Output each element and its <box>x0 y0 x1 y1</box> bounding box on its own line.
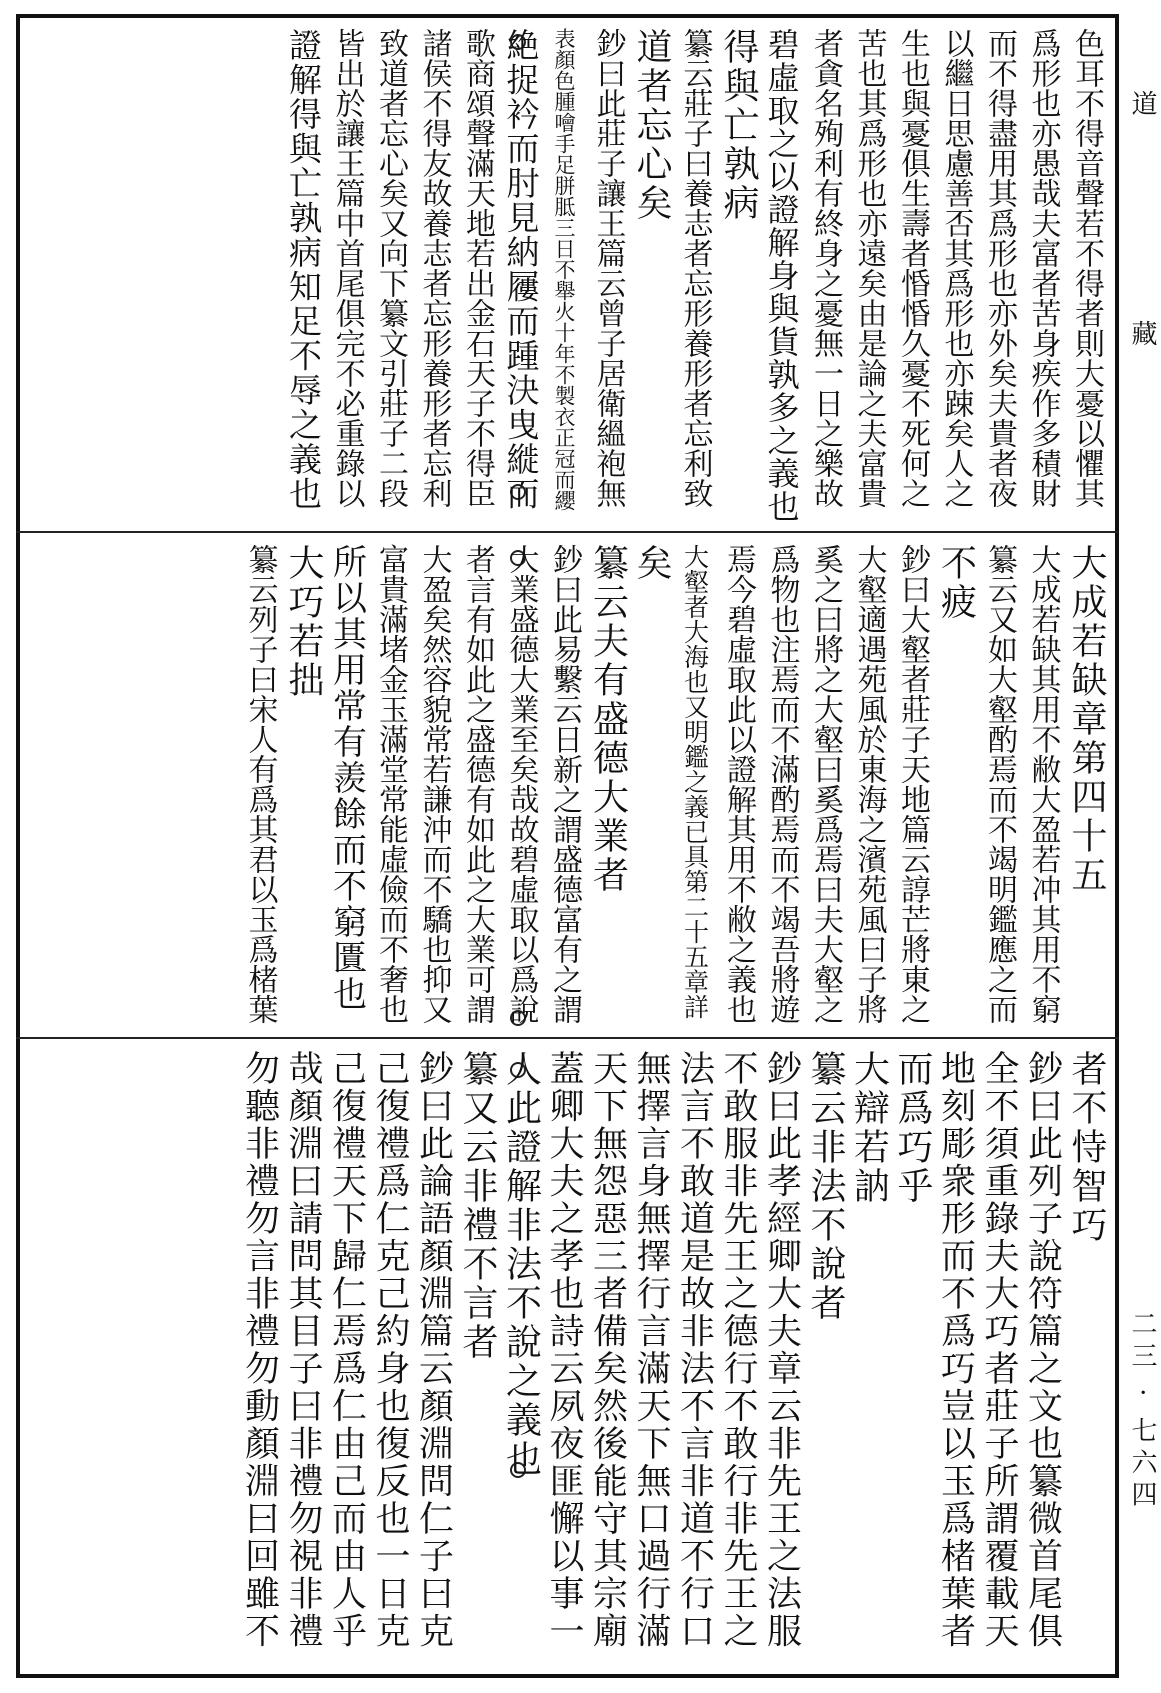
text-panel-top <box>28 28 1108 524</box>
text-column: 所以其用常有羨餘而不窮匱也 <box>326 544 367 1012</box>
text-column: 纂云又如大壑酌焉而不竭明鑑應之而 <box>982 544 1017 1024</box>
panel-divider-top <box>16 531 1119 533</box>
text-column: 地刻彫衆形而不爲巧豈以玉爲楮葉者 <box>935 1050 976 1650</box>
text-column: 鈔曰此孝經卿大夫章云非先王之法服 <box>761 1050 802 1650</box>
text-column: 鈔曰大壑者莊子天地篇云諄芒將東之 <box>895 544 930 1024</box>
text-column: 鈔曰此論語顏淵篇云顏淵問仁子曰克 <box>413 1050 454 1650</box>
text-column: 全不須重錄夫大巧者莊子所謂覆載天 <box>979 1050 1019 1650</box>
text-column: 爲物也注焉而不滿酌焉而不竭吾將遊 <box>764 544 800 1024</box>
text-column: 無擇言身無擇行言滿天下無口過行滿 <box>631 1050 671 1650</box>
text-column: 纂又云非禮不言者 <box>457 1050 498 1362</box>
text-column: 得與亡孰病 <box>718 28 759 223</box>
text-column: 證解得與亡孰病知足不辱之義也 <box>284 28 323 511</box>
text-column: 而不得盡用其爲形也亦外矣夫貴者夜 <box>982 28 1017 508</box>
text-column: 天下無怨惡三者備矣然後能守其宗廟 <box>587 1050 628 1650</box>
text-column: 纂云莊子曰養志者忘形養形者忘利致 <box>677 28 713 508</box>
text-column: 不敢服非先王之德行不敢行非先王之 <box>718 1050 758 1650</box>
text-column: 者不恃智巧 <box>1066 1050 1107 1245</box>
margin-header-2: 藏 <box>1127 320 1157 360</box>
text-column: 大業盛德大業至矣哉故碧虛取以爲說 <box>503 544 539 1024</box>
text-column: 大盈矣然容貌常若謙沖而不驕也抑又 <box>416 544 452 1024</box>
text-column: 大壑適遇苑風於東海之濱苑風曰子將 <box>851 544 887 1024</box>
text-column: 焉今碧虛取此以證解其用不敝之義也 <box>721 544 756 1024</box>
text-column: 富貴滿堵金玉滿堂常能虛儉而不奢也 <box>373 544 408 1024</box>
text-column: 絶捉衿而肘見納屨而踵決曳縰而 <box>501 28 541 511</box>
text-column: 大壑者大海也又明鑑之義已具第二十五章詳 <box>680 544 710 1019</box>
text-column: 碧虛取之以證解身與貨孰多之義也 <box>762 28 801 523</box>
text-column: 法言不敢道是故非法不言非道不行口 <box>674 1050 715 1650</box>
text-column: 不疲 <box>935 544 977 622</box>
text-column: 纂云非法不說者 <box>805 1050 846 1323</box>
text-column: 大成若缺章第四十五 <box>1066 544 1107 895</box>
text-column: 鈔曰此莊子讓王篇云曾子居衛縕袍無 <box>590 28 626 508</box>
text-column: 致道者忘心矣又向下纂文引莊子二段 <box>373 28 408 508</box>
margin-header: 道 <box>1127 90 1157 130</box>
text-column: 己復禮天下歸仁焉爲仁由己而由人乎 <box>326 1050 367 1650</box>
text-column: 歌商頌聲滿天地若出金石天子不得臣 <box>460 28 495 508</box>
text-column: 而爲巧乎 <box>892 1050 933 1206</box>
text-column: 以繼日思慮善否其爲形也亦踈矣人之 <box>938 28 974 508</box>
text-column: 哉顏淵曰請問其目子曰非禮勿視非禮 <box>283 1050 323 1650</box>
text-column: 者貪名殉利有終身之憂無一日之樂故 <box>808 28 843 508</box>
text-column: 矣 <box>631 544 672 583</box>
text-column: 纂云列子曰宋人有爲其君以玉爲楮葉 <box>242 544 278 1024</box>
text-column: 勿聽非禮勿言非禮勿動顏淵曰回雖不 <box>239 1050 280 1650</box>
text-column: 苦也其爲形也亦遠矣由是論之夫富貴 <box>851 28 887 508</box>
text-column: 大辯若訥 <box>848 1050 890 1206</box>
text-panel-middle <box>28 544 1108 1030</box>
text-column: 色耳不得音聲若不得者則大憂以懼其 <box>1069 28 1104 508</box>
margin-page-number: 二三 · 七六四 <box>1127 1310 1157 1513</box>
panel-divider-bottom <box>16 1037 1119 1039</box>
text-column: 鈔曰此易繫云日新之謂盛德富有之謂 <box>547 544 582 1024</box>
text-column: 者言有如此之盛德有如此之大業可謂 <box>460 544 495 1024</box>
text-column: 爲形也亦愚哉夫富者苦身疾作多積財 <box>1025 28 1061 508</box>
text-column: 人此證解非法不說之義也 <box>500 1050 542 1479</box>
text-column: 大巧若拙 <box>283 544 324 700</box>
text-column: 蓋卿大夫之孝也詩云夙夜匪懈以事一 <box>544 1050 584 1650</box>
text-column: 大成若缺其用不敝大盈若冲其用不窮 <box>1025 544 1061 1024</box>
text-column: 表顏色腫噲手足胼胝三日不舉火十年不製衣正冠而纓 <box>552 28 576 511</box>
text-column: 諸侯不得友故養志者忘形養形者忘利 <box>416 28 452 508</box>
text-column: 己復禮爲仁克己約身也復反也一日克 <box>370 1050 410 1650</box>
text-panel-bottom <box>28 1050 1108 1668</box>
text-column: 皆出於讓王篇中首尾俱完不必重錄以 <box>329 28 365 508</box>
text-column: 道者忘心矣 <box>631 28 672 223</box>
text-column: 奚之曰將之大壑曰奚爲焉曰夫大壑之 <box>808 544 843 1024</box>
text-column: 生也與憂俱生壽者惛惛久憂不死何之 <box>895 28 930 508</box>
text-column: 纂云夫有盛德大業者 <box>587 544 629 895</box>
text-column: 鈔曰此列子說符篇之文也纂微首尾俱 <box>1022 1050 1063 1650</box>
